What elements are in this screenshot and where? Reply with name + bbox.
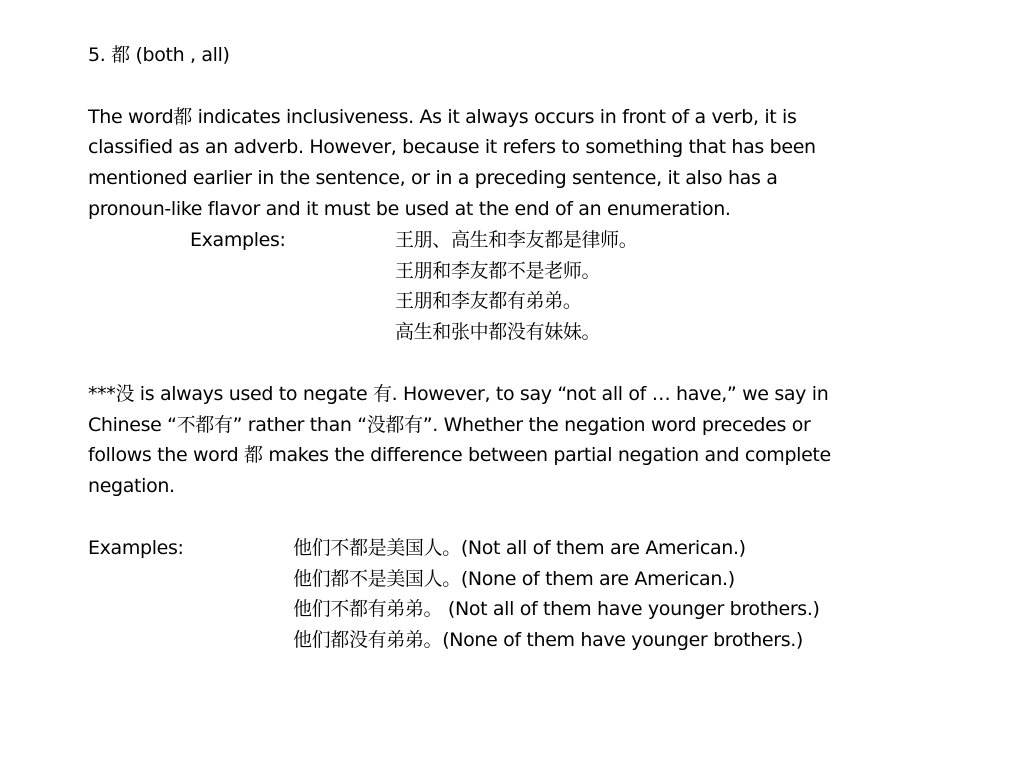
heading: 5. 都 (both , all) xyxy=(88,44,230,66)
paragraph1-line: classified as an adverb. However, because it refers to something that has been xyxy=(88,136,816,159)
examples1-label: Examples: xyxy=(190,228,286,251)
paragraph1-line: The word都 indicates inclusiveness. As it always occurs in front of a verb, it is xyxy=(88,105,797,128)
paragraph2-line: follows the word 都 makes the difference between partial negation and complete xyxy=(88,444,831,467)
example1-sentence: 王朋和李友都有弟弟。 xyxy=(395,290,582,313)
paragraph2-line: negation. xyxy=(88,475,175,498)
example2-sentence: 他们不都是美国人。(Not all of them are American.) xyxy=(293,536,746,559)
examples2-label: Examples: xyxy=(88,536,184,559)
paragraph1-line: pronoun-like flavor and it must be used at the end of an enumeration. xyxy=(88,198,731,220)
example2-sentence: 他们都不是美国人。(None of them are American.) xyxy=(293,567,735,590)
paragraph1-line: mentioned earlier in the sentence, or in a preceding sentence, it also has a xyxy=(88,167,778,190)
example2-sentence: 他们都没有弟弟。(None of them have younger brothers.) xyxy=(293,629,803,652)
example1-sentence: 王朋、高生和李友都是律师。 xyxy=(395,228,638,251)
example1-sentence: 王朋和李友都不是老师。 xyxy=(395,259,601,282)
paragraph2-line: Chinese “不都有” rather than “没都有”. Whether the negation word precedes or xyxy=(88,413,811,436)
example2-sentence: 他们不都有弟弟。 (Not all of them have younger brothers.) xyxy=(293,598,820,621)
paragraph2-line: ***没 is always used to negate 有. However, to say “not all of … have,” we say in xyxy=(88,382,829,405)
example1-sentence: 高生和张中都没有妹妹。 xyxy=(395,321,601,344)
